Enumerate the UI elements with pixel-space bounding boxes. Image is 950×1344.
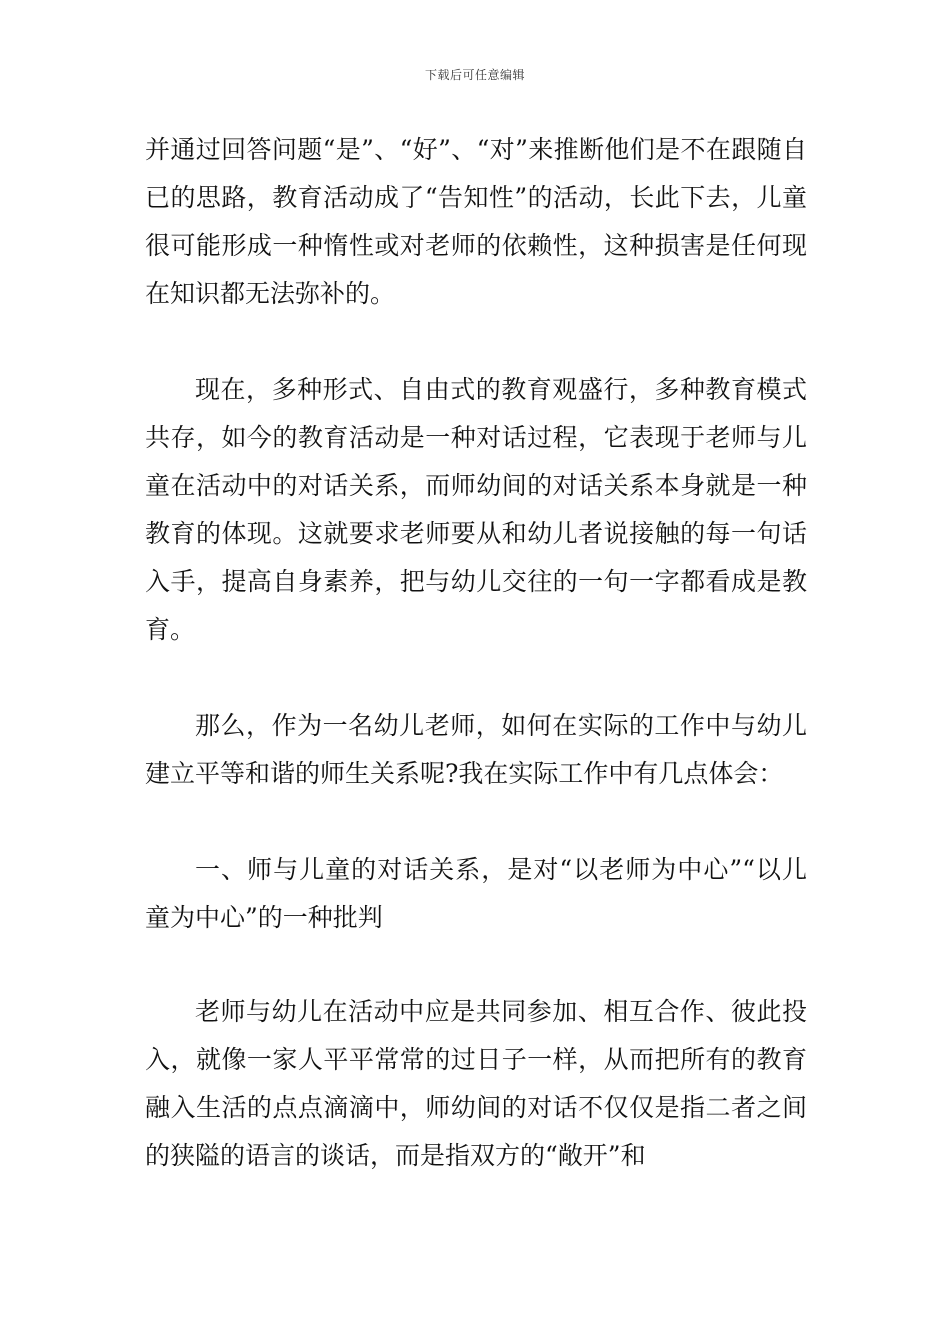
paragraph-teacher-child: 老师与幼儿在活动中应是共同参加、相互合作、彼此投入，就像一家人平平常常的过日子一样，从而把所有的教育融入生活的点点滴滴中，师幼间的对话不仅仅是指二者之间的狭隘的语言的谈话，而是指双方的“敞开”和 <box>145 997 807 1170</box>
paragraph-education-dialogue: 现在，多种形式、自由式的教育观盛行，多种教育模式共存，如今的教育活动是一种对话过程，它表现于老师与儿童在活动中的对话关系，而师幼间的对话关系本身就是一种教育的体现。这就要求老师要从和幼儿者说接触的每一句话入手，提高自身素养，把与幼儿交往的一句一字都看成是教育。 <box>145 375 807 644</box>
document-body <box>145 126 807 1228</box>
paragraph-question: 那么，作为一名幼儿老师，如何在实际的工作中与幼儿建立平等和谐的师生关系呢?我在实际工作中有几点体会： <box>145 711 807 788</box>
section-heading-one: 一、师与儿童的对话关系，是对“以老师为中心”“以儿童为中心”的一种批判 <box>145 855 807 932</box>
page-header: 下载后可任意编辑 <box>424 68 525 82</box>
paragraph-continuation: 并通过回答问题“是”、“好”、“对”来推断他们是不在跟随自已的思路，教育活动成了“告知性”的活动，长此下去，儿童很可能形成一种惰性或对老师的依赖性，这种损害是任何现在知识都无法弥补的。 <box>145 135 807 308</box>
